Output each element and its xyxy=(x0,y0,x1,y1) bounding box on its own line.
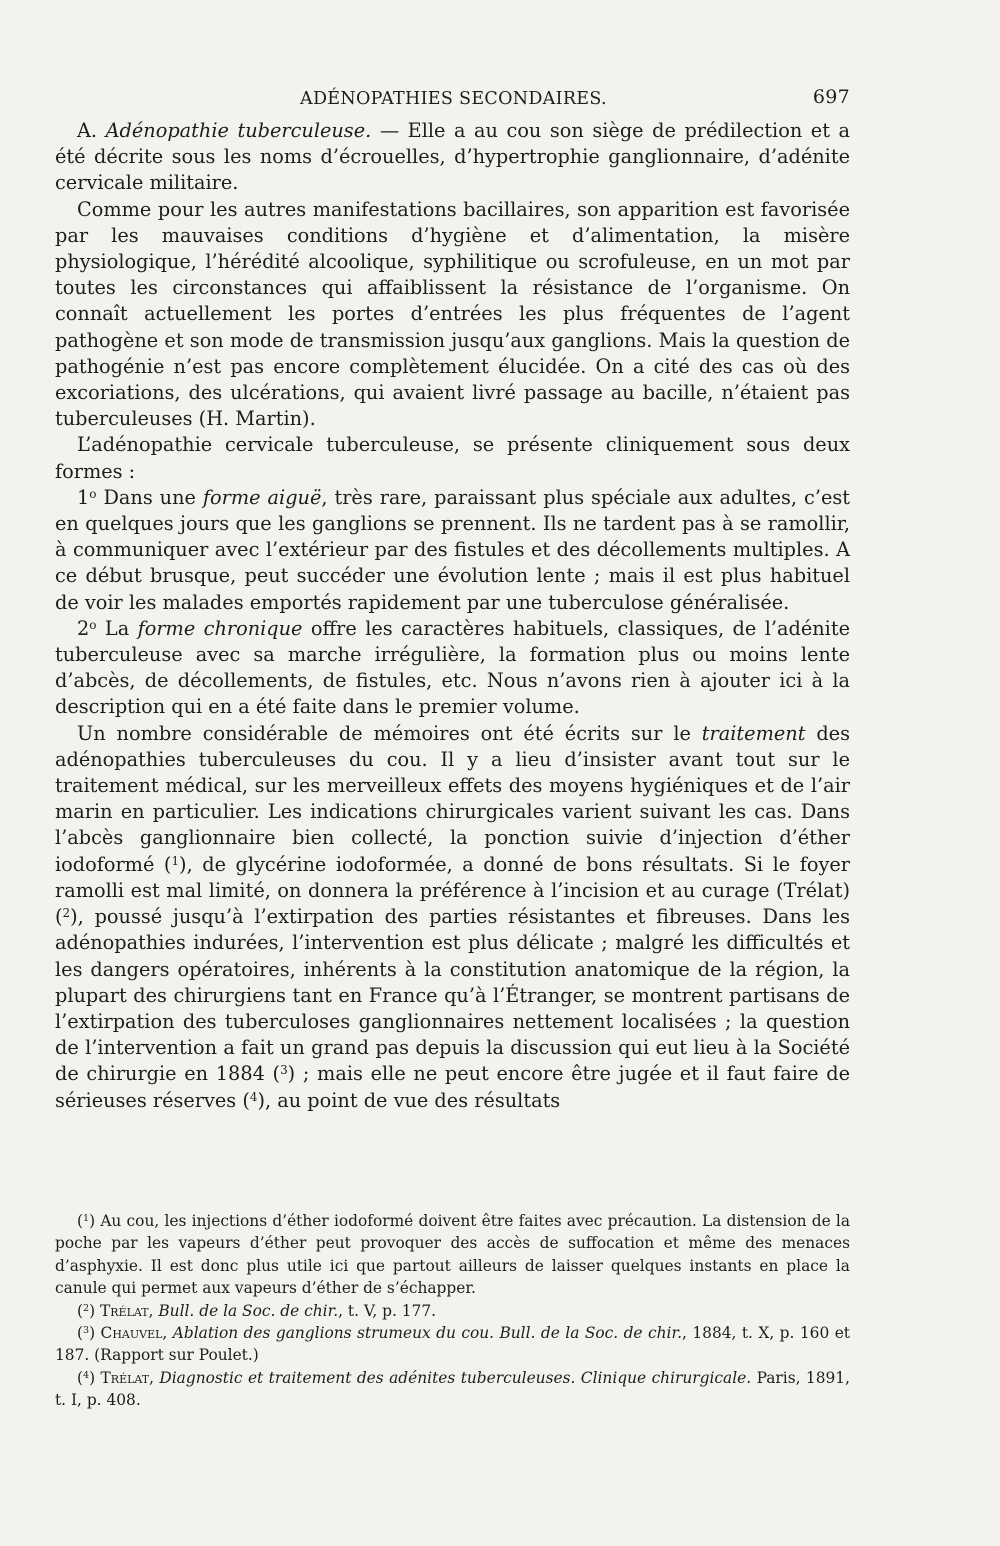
footnote-mark: 1 xyxy=(83,1213,90,1225)
footnote-author: Trélat xyxy=(100,1301,149,1320)
running-title: ADÉNOPATHIES SECONDAIRES. xyxy=(300,89,607,109)
paragraph-5-text: offre les caractères habituels, classiques, de l’adénite tuberculeuse avec sa marche irrégulière, la formation plus ou moins lente d’abcès, de décollements, de fistules, etc. Nous n’avons rien à ajouter ici à la description qui en a été faite dans le premier volume. xyxy=(55,616,850,719)
footnote-separator: , xyxy=(148,1301,159,1320)
footnote-1: ($^1$) Au cou, les injections d’éther iodoformé doivent être faites avec précaution. La distension de la poche par les vapeurs d’éther peut provoquer des accès de suffocation et même des menaces d’asphyxie. Il est donc plus utile ici que partout ailleurs de laisser quelques instants en place la canule qui permet aux vapeurs d’éther de s’échapper. xyxy=(55,1212,850,1298)
footnote-mark: 2 xyxy=(83,1302,90,1314)
list-number-suffix: o xyxy=(89,486,97,501)
paragraph-5-lead: La xyxy=(96,616,138,640)
term-forme-aigue: forme aiguë xyxy=(202,485,322,509)
footnote-separator: , xyxy=(149,1368,160,1387)
paragraph-6-text-f: ), au point de vue des résultats xyxy=(257,1088,561,1112)
list-number: 1 xyxy=(77,485,90,509)
footnote-1-text: Au cou, les injections d’éther iodoformé doivent être faites avec précaution. La distension de la poche par les vapeurs d’éther peut provoquer des accès de suffocation et même des menaces d’asphyxie. Il est donc plus utile ici que partout ailleurs de laisser quelques instants en place la canule qui permet aux vapeurs d’éther de s’échapper. xyxy=(55,1212,850,1298)
footnote-mark: 4 xyxy=(83,1370,90,1382)
term-forme-chronique: forme chronique xyxy=(137,616,303,640)
footnote-source: Diagnostic et traitement des adénites tuberculeuses. Clinique chirurgicale. xyxy=(159,1368,752,1387)
paragraph-6 xyxy=(55,721,850,1114)
footnote-2: ($^2$) Trélat, Bull. de la Soc. de chir., t. V, p. 177. xyxy=(77,1301,437,1320)
footnote-mark: 3 xyxy=(83,1325,90,1337)
paragraph-6-text-e: ) ; mais elle ne peut encore être jugée et il faut faire de sérieuses réserves ( xyxy=(55,1062,850,1112)
paragraph-6-text-b: des adénopathies tuberculeuses du cou. Il y a lieu d’insister avant tout sur le traitement médical, sur les merveilleux effets des moyens hygiéniques et de l’air marin en particulier. Les indications chirurgicales varient suivant les cas. Dans l’abcès ganglionnaire bien collecté, la ponction suivie d’injection d’éther iodoformé ( xyxy=(55,721,850,876)
footnote-4: ($^4$) Trélat, Diagnostic et traitement des adénites tuberculeuses. Clinique chirurgicale. Paris, 1891, t. I, p. 408. xyxy=(55,1368,850,1410)
section-label: A. xyxy=(77,119,98,142)
section-title: Adénopathie tuberculeuse. xyxy=(105,119,372,142)
running-header xyxy=(55,86,850,114)
paragraph-6-text-c: ), de glycérine iodoformée, a donné de bons résultats. Si le foyer ramolli est mal limité, on donnera la préférence à l’incision et au curage (Trélat) ( xyxy=(55,852,850,929)
paragraph-6-text-d: ), poussé jusqu’à l’extirpation des parties résistantes et fibreuses. Dans les adénopathies indurées, l’intervention est plus délicate ; malgré les difficultés et les dangers opératoires, inhérents à la constitution anatomique de la région, la plupart des chirurgiens tant en France qu’à l’Étranger, se montrent partisans de l’extirpation des tuberculoses ganglionnaires nettement localisées ; la question de l’intervention a fait un grand pas depuis la discussion qui eut lieu à la Société de chirurgie en 1884 ( xyxy=(55,905,850,1086)
footnote-ref-details: Paris, 1891, t. I, p. 408. xyxy=(55,1368,850,1410)
page-number: 697 xyxy=(812,86,850,108)
paragraph-2: Comme pour les autres manifestations bacillaires, son apparition est favorisée par les mauvaises conditions d’hygiène et d’alimentation, la misère physiologique, l’hérédité alcoolique, syphilitique ou scrofuleuse, en un mot par toutes les circonstances qui affaiblissent la résistance de l’organisme. On connaît actuellement les portes d’entrées les plus fréquentes de l’agent pathogène et son mode de transmission jusqu’aux ganglions. Mais la question de pathogénie n’est pas encore complètement élucidée. On a cité des cas où des excoriations, des ulcérations, qui avaient livré passage au bacille, n’étaient pas tuberculeuses (H. Martin). xyxy=(55,197,850,431)
footnote-3: ($^3$) Chauvel, Ablation des ganglions strumeux du cou. Bull. de la Soc. de chir., 1884, t. X, p. 160 et 187. (Rapport sur Poulet.) xyxy=(55,1324,850,1365)
footnote-ref-4[interactable]: 4 xyxy=(249,1089,258,1104)
footnote-ref-details: , 1884, t. X, p. 160 et 187. (Rapport sur Poulet.) xyxy=(55,1324,850,1365)
paragraph-1 xyxy=(55,118,850,197)
footnote-ref-3[interactable]: 3 xyxy=(280,1063,288,1078)
paragraph-4-text: , très rare, paraissant plus spéciale aux adultes, c’est en quelques jours que les ganglions se prennent. Ils ne tardent pas à se ramollir, à communiquer avec l’extérieur par des fistules et des décollements multiples. A ce début brusque, peut succéder une évolution lente ; mais il est plus habituel de voir les malades emportés rapidement par une tuberculose généralisée. xyxy=(55,485,851,614)
paragraph-1-text: — Elle a au cou son siège de prédilection et a été décrite sous les noms d’écrouelles, d’hypertrophie ganglionnaire, d’adénite cervicale militaire. xyxy=(55,119,850,195)
paragraph-6-text-a: Un nombre considérable de mémoires ont été écrits sur le xyxy=(77,721,702,745)
footnote-separator: , xyxy=(162,1324,173,1343)
footnote-author: Trélat xyxy=(100,1368,150,1387)
footnote-source: Ablation des ganglions strumeux du cou. Bull. de la Soc. de chir. xyxy=(172,1324,683,1343)
paragraph-4-lead: Dans une xyxy=(96,485,203,509)
footnote-source: Bull. de la Soc. de chir. xyxy=(158,1301,339,1320)
paragraph-3: L’adénopathie cervicale tuberculeuse, se présente cliniquement sous deux formes : xyxy=(55,433,850,483)
paragraph-4 xyxy=(55,485,850,616)
footnote-ref-details: , t. V, p. 177. xyxy=(338,1301,437,1320)
main-text xyxy=(55,118,850,1114)
list-number-suffix: o xyxy=(89,617,97,632)
footnote-ref-2[interactable]: 2 xyxy=(62,906,71,921)
paragraph-5 xyxy=(55,616,850,721)
footnote-ref-1[interactable]: 1 xyxy=(171,853,180,868)
term-traitement: traitement xyxy=(701,721,806,745)
list-number: 2 xyxy=(77,616,90,640)
footnote-author: Chauvel xyxy=(100,1324,163,1343)
footnotes xyxy=(55,1210,850,1412)
